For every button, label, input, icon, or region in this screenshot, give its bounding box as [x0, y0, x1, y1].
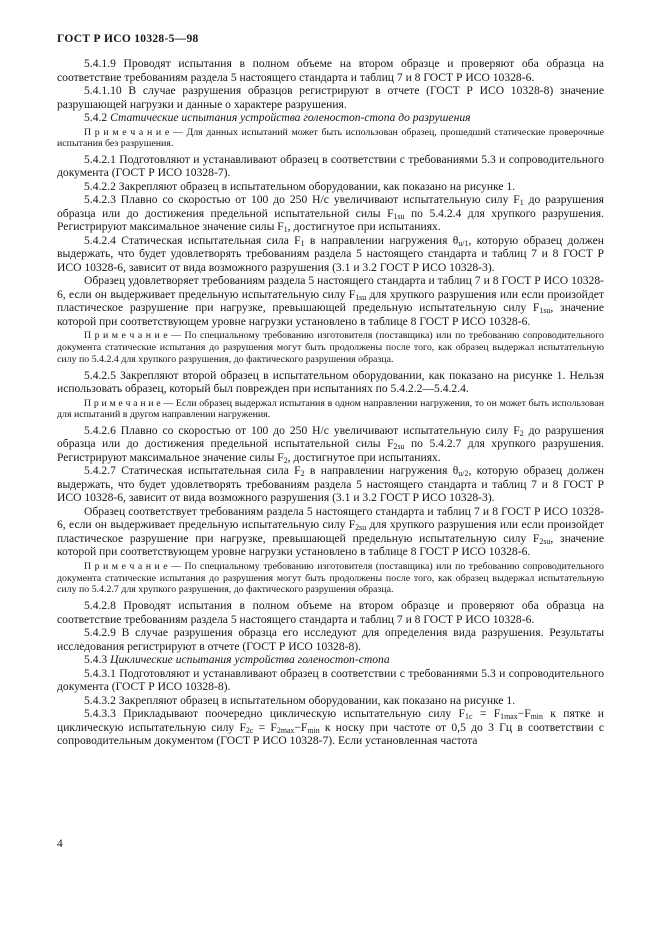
body-paragraph: 5.4.2.6 Плавно со скоростью от 100 до 250 Н/с увеличивают испытательную силу $F_2$ до разрушения образца или до достижения предельной испытательной силы $F_{2su}$ по 5.4.2.7 для хрупкого разрушения. Регистрируют максимальное значение силы $F_2$, достигнутое при испытаниях.	[57, 423, 604, 465]
section-heading: 5.4.3 Циклические испытания устройства голеностоп-стопа	[84, 653, 390, 667]
note-paragraph: П р и м е ч а н и е — Для данных испытаний может быть использован образец, прошедший статические проверочные испытания без разрушения.	[57, 126, 604, 150]
body-paragraph: 5.4.3.3 Прикладывают поочередно циклическую испытательную силу $F_{1c} = F_{1max}-F_{min}$ к пятке и циклическую испытательную силу $F_{2c} = F_{2max}-F_{min}$ к носку при частоте от 0,5 до 3 Гц в соответствии с сопроводительным документом (ГОСТ Р ИСО 10328-7). Если установленная частота	[57, 707, 604, 748]
body-paragraph: 5.4.2.4 Статическая испытательная сила $F_1$ в направлении нагружения $\theta_{u/1}$, которую образец должен выдержать, что будет удовлетворять требованиям раздела 5 настоящего стандарта и таблиц 7 и 8 ГОСТ Р ИСО 10328-6, зависит от вида возможного разрушения (3.1 и 3.2 ГОСТ Р ИСО 10328-3).	[57, 233, 604, 274]
body-paragraph: 5.4.3.1 Подготовляют и устанавливают образец в соответствии с требованиями 5.3 и сопроводительного документа (ГОСТ Р ИСО 10328-8).	[57, 666, 604, 694]
body-paragraph: 5.4.3.2 Закрепляют образец в испытательном оборудовании, как показано на рисунке 1.	[84, 693, 516, 707]
note-paragraph: П р и м е ч а н и е — По специальному требованию изготовителя (поставщика) или по требованию сопроводительного документа статические испытания до разрушения могут быть продолжены после того, как образец выдержал испытательную силу по 5.4.2.7 для хрупкого разрушения, до фактического разрушения образца.	[57, 560, 604, 596]
document-body	[57, 57, 604, 748]
note-paragraph: П р и м е ч а н и е — Если образец выдержал испытания в одном направлении нагружения, то он может быть использован для испытаний в другом направлении нагружения.	[57, 397, 604, 421]
body-paragraph: 5.4.2.1 Подготовляют и устанавливают образец в соответствии с требованиями 5.3 и сопроводительного документа (ГОСТ Р ИСО 10328-7).	[57, 152, 604, 180]
note-paragraph: П р и м е ч а н и е — По специальному требованию изготовителя (поставщика) или по требованию сопроводительного документа статические испытания до разрушения могут быть продолжены после того, как образец выдержал испытательную силу по 5.4.2.4 для хрупкого разрушения, до фактического разрушения образца.	[57, 330, 604, 365]
body-paragraph: 5.4.1.10 В случае разрушения образцов регистрируют в отчете (ГОСТ Р ИСО 10328-8) значение разрушающей нагрузки и данные о характере разрушения.	[57, 84, 604, 111]
body-paragraph: 5.4.2.3 Плавно со скоростью от 100 до 250 Н/с увеличивают испытательную силу $F_1$ до разрушения образца или до достижения предельной испытательной силы $F_{1su}$ по 5.4.2.4 для хрупкого разрушения. Регистрируют максимальное значение силы $F_1$, достигнутое при испытаниях.	[57, 193, 604, 235]
body-paragraph: Образец соответствует требованиям раздела 5 настоящего стандарта и таблиц 7 и 8 ГОСТ Р ИСО 10328-6, если он выдерживает предельную испытательную силу $F_{2su}$ для хрупкого разрушения или если произойдет пластическое разрушение при нагрузке, превышающей предельную испытательную силу $F_{2su}$, значение которой при соответствующем уровне нагрузки установлено в таблице 8 ГОСТ Р ИСО 10328-6.	[57, 504, 605, 559]
body-paragraph: 5.4.2.7 Статическая испытательная сила $F_2$ в направлении нагружения $\theta_{u/2}$, которую образец должен выдержать, что будет удовлетворять требованиям раздела 5 настоящего стандарта и таблиц 7 и 8 ГОСТ Р ИСО 10328-6, зависит от вида возможного разрушения (3.1 и 3.2 ГОСТ Р ИСО 10328-3).	[57, 464, 604, 505]
standard-designation-header: ГОСТ Р ИСО 10328-5—98	[57, 33, 199, 45]
body-paragraph: 5.4.2.9 В случае разрушения образца его исследуют для определения вида разрушения. Результаты исследования регистрируют в отчете (ГОСТ Р ИСО 10328-8).	[57, 626, 604, 653]
body-paragraph: Образец удовлетворяет требованиям раздела 5 настоящего стандарта и таблиц 7 и 8 ГОСТ Р ИСО 10328-6, если он выдерживает предельную испытательную силу $F_{1su}$ для хрупкого разрушения или если произойдет пластическое разрушение при нагрузке, превышающей предельную испытательную силу $F_{1su}$, значение которой при соответствующем уровне нагрузки установлено в таблице 8 ГОСТ Р ИСО 10328-6.	[57, 274, 605, 328]
body-paragraph: 5.4.2.5 Закрепляют второй образец в испытательном оборудовании, как показано на рисунке 1. Нельзя использовать образец, который был поврежден при испытаниях по 5.4.2.2—5.4.2.4.	[57, 368, 604, 396]
body-paragraph: 5.4.2.2 Закрепляют образец в испытательном оборудовании, как показано на рисунке 1.	[84, 179, 516, 193]
body-paragraph: 5.4.1.9 Проводят испытания в полном объеме на втором образце и проверяют оба образца на соответствие требованиям раздела 5 настоящего стандарта и таблиц 7 и 8 ГОСТ Р ИСО 10328-6.	[57, 57, 604, 84]
section-heading: 5.4.2 Статические испытания устройства голеностоп-стопа до разрушения	[84, 111, 471, 124]
page-number: 4	[57, 838, 63, 850]
body-paragraph: 5.4.2.8 Проводят испытания в полном объеме на втором образце и проверяют оба образца на соответствие требованиям раздела 5 настоящего стандарта и таблиц 7 и 8 ГОСТ Р ИСО 10328-6.	[57, 599, 604, 626]
